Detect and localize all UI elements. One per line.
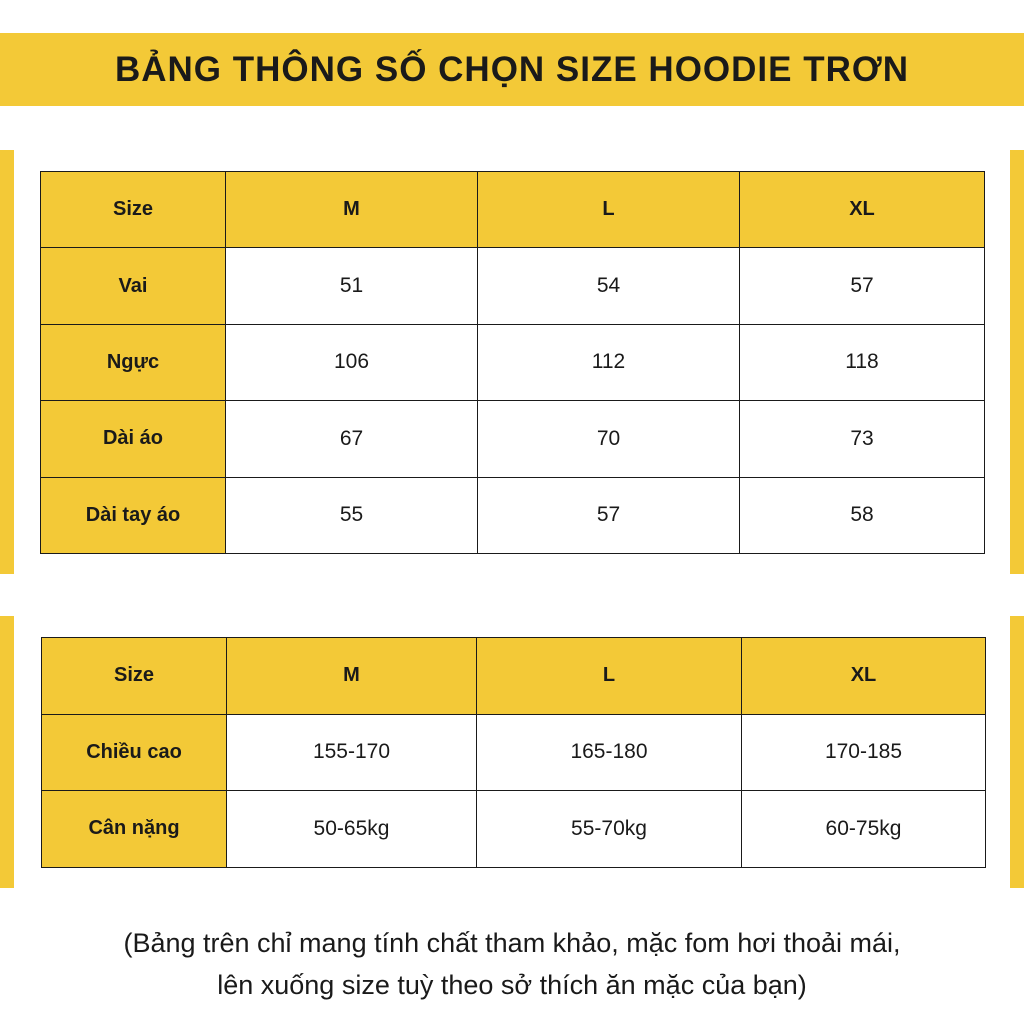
table-cell: 58 bbox=[740, 477, 985, 553]
table-row bbox=[41, 324, 985, 400]
table-cell: 106 bbox=[226, 324, 478, 400]
left-accent-strip bbox=[0, 616, 14, 888]
reference-note bbox=[0, 922, 1024, 1006]
page-title: BẢNG THÔNG SỐ CHỌN SIZE HOODIE TRƠN bbox=[114, 49, 910, 89]
note-line: lên xuống size tuỳ theo sở thích ăn mặc của bạn) bbox=[217, 970, 807, 1000]
column-header-l: L bbox=[477, 638, 742, 715]
row-label: Chiều cao bbox=[42, 714, 227, 791]
table-cell: 60-75kg bbox=[742, 791, 986, 868]
row-label: Dài tay áo bbox=[41, 477, 226, 553]
column-header-l: L bbox=[478, 172, 740, 248]
table-cell: 73 bbox=[740, 401, 985, 477]
table-cell: 51 bbox=[226, 248, 478, 324]
table-cell: 57 bbox=[740, 248, 985, 324]
table-row bbox=[41, 401, 985, 477]
table-cell: 54 bbox=[478, 248, 740, 324]
table-cell: 118 bbox=[740, 324, 985, 400]
title-banner bbox=[0, 33, 1024, 106]
table-cell: 170-185 bbox=[742, 714, 986, 791]
table-header-row bbox=[42, 638, 986, 715]
table-cell: 55-70kg bbox=[477, 791, 742, 868]
table-cell: 155-170 bbox=[227, 714, 477, 791]
row-label: Cân nặng bbox=[42, 791, 227, 868]
column-header-xl: XL bbox=[742, 638, 986, 715]
table-row bbox=[42, 791, 986, 868]
right-accent-strip bbox=[1010, 150, 1024, 574]
table-row bbox=[42, 714, 986, 791]
column-header-size: Size bbox=[42, 638, 227, 715]
table-cell: 70 bbox=[478, 401, 740, 477]
height-weight-table bbox=[41, 637, 986, 868]
column-header-xl: XL bbox=[740, 172, 985, 248]
row-label: Ngực bbox=[41, 324, 226, 400]
note-line: (Bảng trên chỉ mang tính chất tham khảo, mặc fom hơi thoải mái, bbox=[123, 928, 901, 958]
table-row bbox=[41, 248, 985, 324]
column-header-size: Size bbox=[41, 172, 226, 248]
table-cell: 55 bbox=[226, 477, 478, 553]
row-label: Dài áo bbox=[41, 401, 226, 477]
column-header-m: M bbox=[227, 638, 477, 715]
table-cell: 112 bbox=[478, 324, 740, 400]
table-cell: 50-65kg bbox=[227, 791, 477, 868]
table-header-row bbox=[41, 172, 985, 248]
left-accent-strip bbox=[0, 150, 14, 574]
right-accent-strip bbox=[1010, 616, 1024, 888]
measurement-table bbox=[40, 171, 985, 554]
table-cell: 67 bbox=[226, 401, 478, 477]
table-row bbox=[41, 477, 985, 553]
table-cell: 165-180 bbox=[477, 714, 742, 791]
table-cell: 57 bbox=[478, 477, 740, 553]
row-label: Vai bbox=[41, 248, 226, 324]
column-header-m: M bbox=[226, 172, 478, 248]
